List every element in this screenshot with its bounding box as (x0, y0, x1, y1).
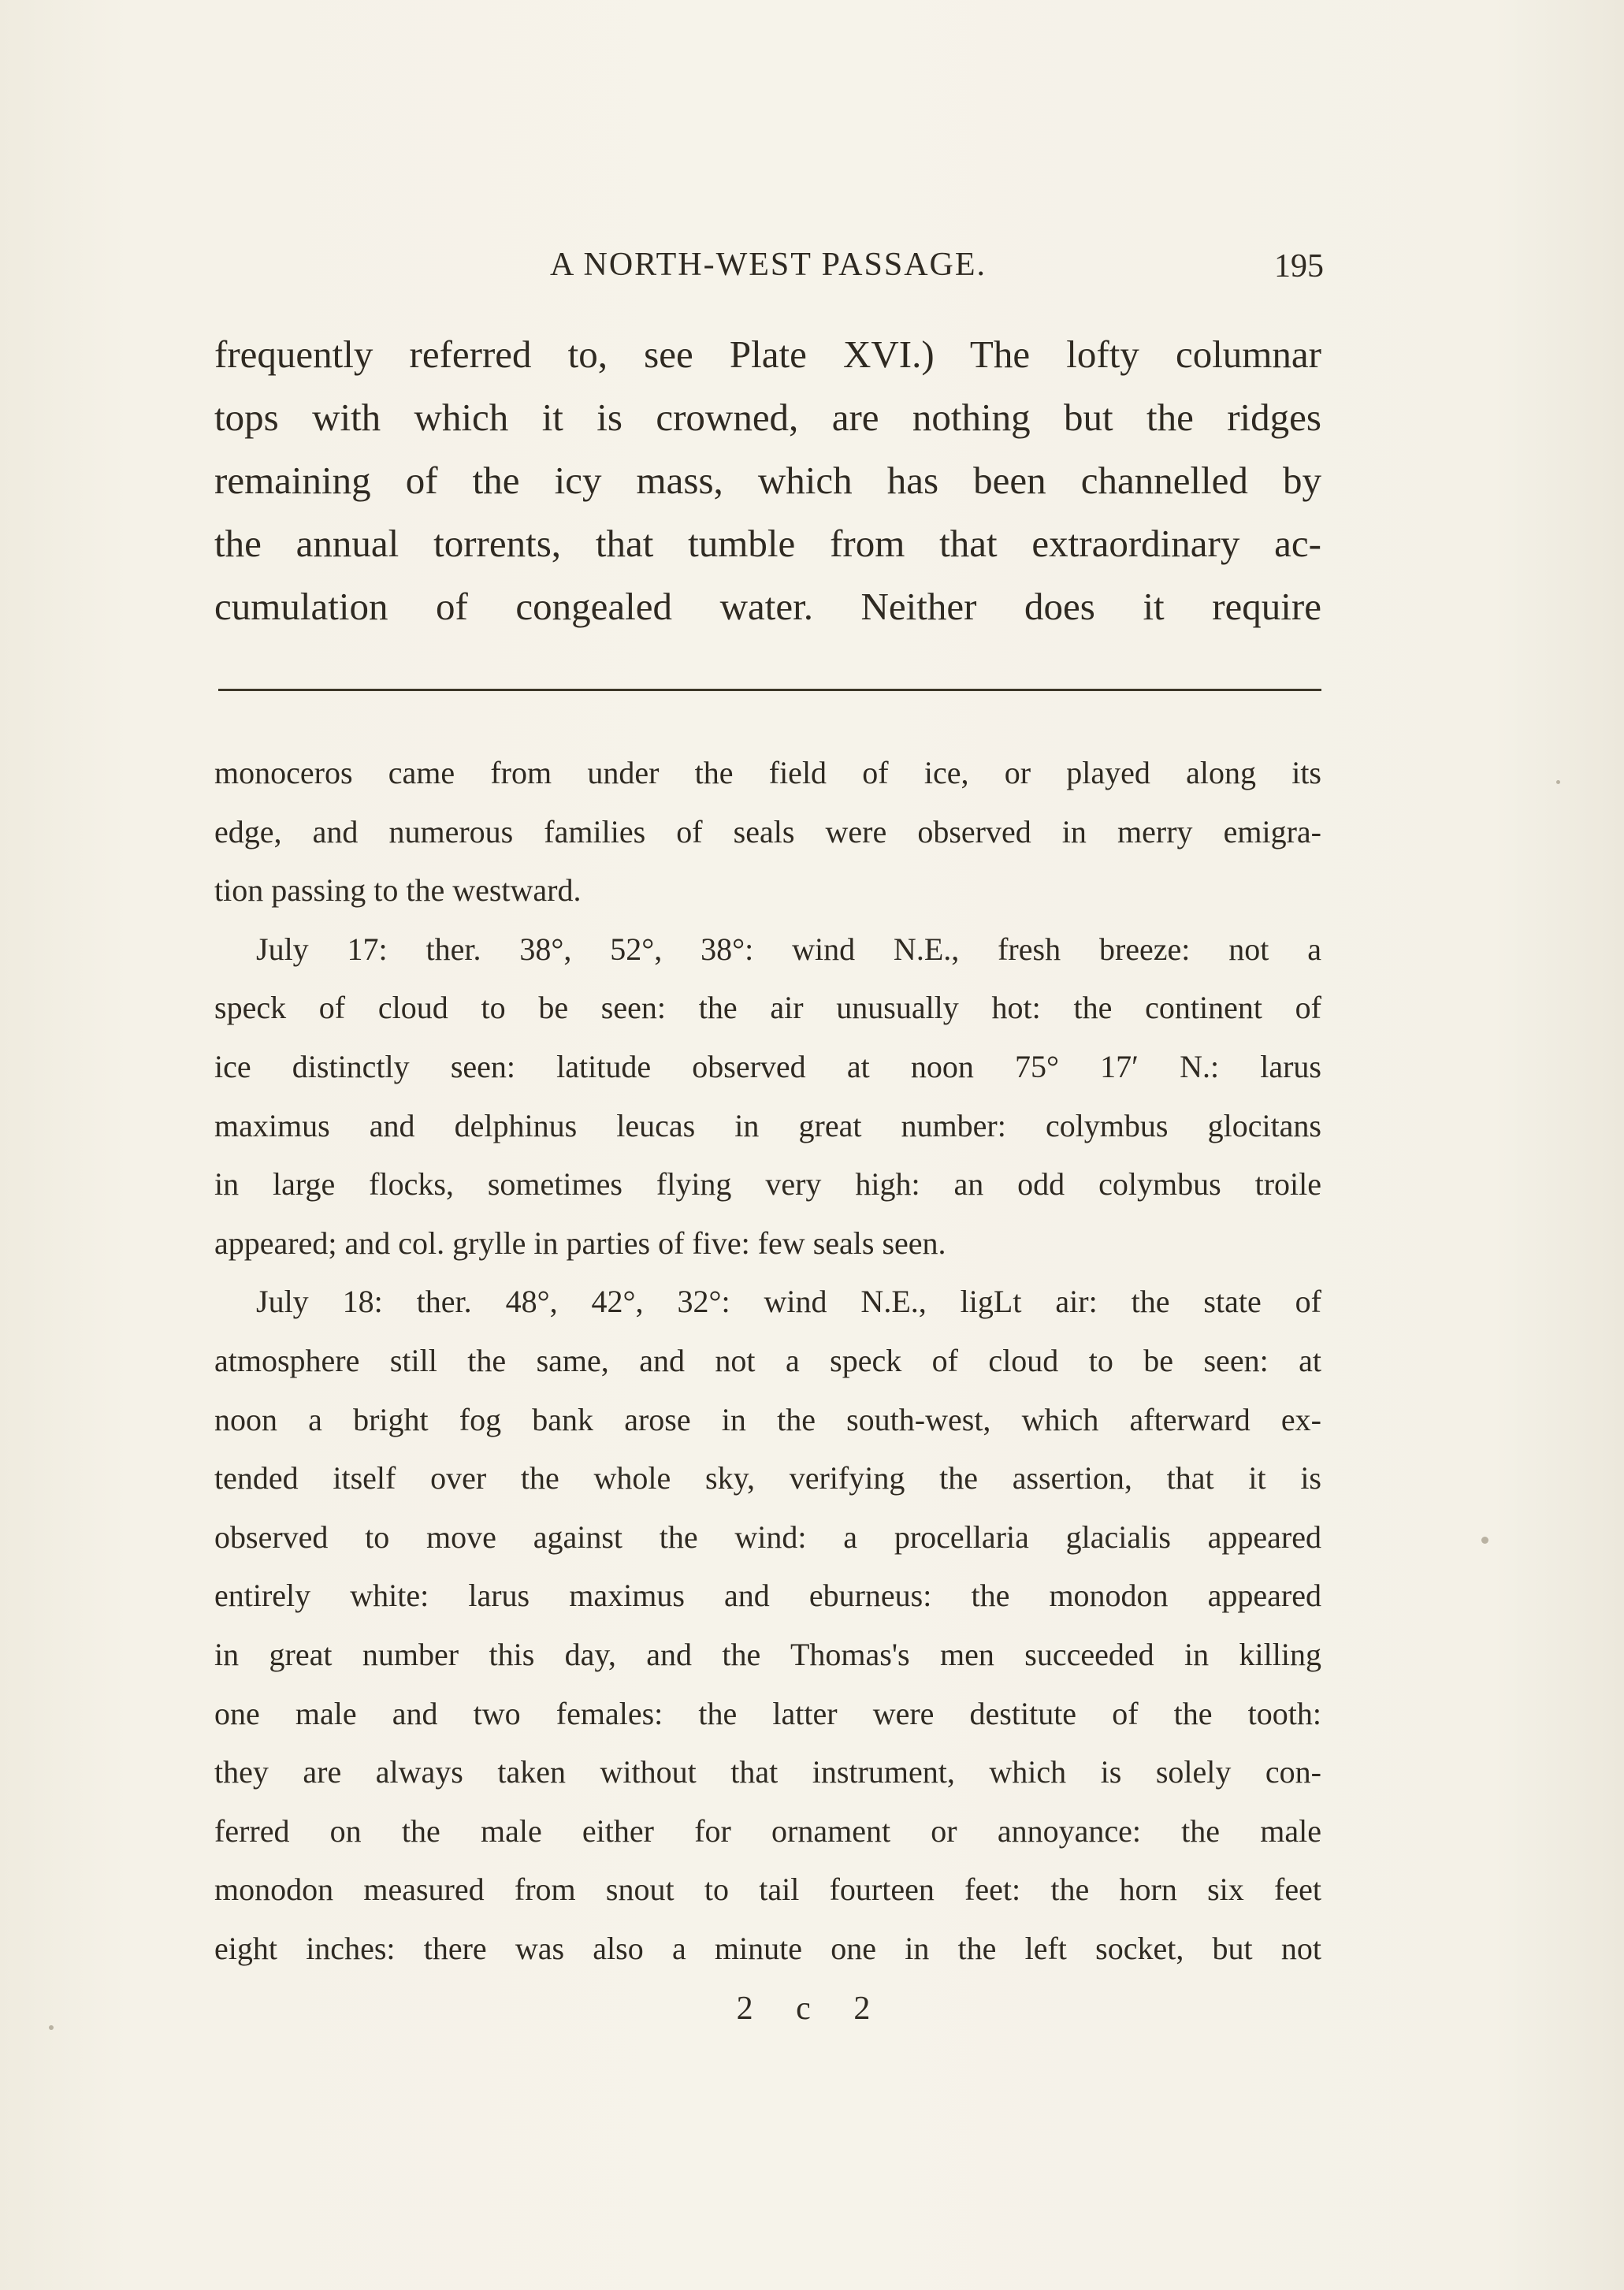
footnote-line: one male and two females: the latter were destitute of the tooth: (214, 1695, 1321, 1731)
footnote-line: ferred on the male either for ornament or annoyance: the male (214, 1812, 1321, 1849)
footnote-line: tion passing to the westward. (214, 872, 582, 909)
footnote-line: monoceros came from under the field of ice, or played along its (214, 755, 1321, 790)
main-text-line: remaining of the icy mass, which has been channelled by (214, 459, 1321, 502)
main-text-line: cumulation of congealed water. Neither does it require (214, 585, 1321, 628)
footnote-line: in great number this day, and the Thomas's men succeeded in killing (214, 1636, 1321, 1672)
paper-speck (49, 2025, 54, 2030)
paper-speck (1481, 1537, 1488, 1544)
footnote-line: tended itself over the whole sky, verifying the assertion, that it is (214, 1460, 1321, 1496)
main-text-line: the annual torrents, that tumble from that extraordinary ac- (214, 522, 1321, 565)
paper-speck (1556, 780, 1560, 784)
footnote-line: appeared; and col. grylle in parties of five: few seals seen. (214, 1225, 946, 1261)
footnote-line: observed to move against the wind: a procellaria glacialis appeared (214, 1519, 1321, 1555)
footnote-line: ice distinctly seen: latitude observed at noon 75° 17′ N.: larus (214, 1048, 1321, 1084)
footnote-line: in large flocks, sometimes flying very high: an odd colymbus troile (214, 1166, 1321, 1203)
running-title: A NORTH-WEST PASSAGE. (549, 247, 987, 283)
footnote-line: maximus and delphinus leucas in great number: colymbus glocitans (214, 1107, 1321, 1143)
footnote-divider (218, 689, 1321, 691)
footnote-line: they are always taken without that instrument, which is solely con- (214, 1754, 1321, 1790)
footnote-line: speck of cloud to be seen: the air unusually hot: the continent of (214, 990, 1321, 1026)
footnote-line: July 17: ther. 38°, 52°, 38°: wind N.E., fresh breeze: not a (256, 931, 1321, 967)
footnote-line: eight inches: there was also a minute one in the left socket, but not (214, 1930, 1321, 1966)
footnote-line: entirely white: larus maximus and eburneus: the monodon appeared (214, 1578, 1321, 1614)
footnote-line: monodon measured from snout to tail fourteen feet: the horn six feet (214, 1872, 1321, 1908)
main-text-line: frequently referred to, see Plate XVI.) The lofty columnar (214, 333, 1321, 376)
main-text-line: tops with which it is crowned, are nothing but the ridges (214, 396, 1321, 439)
footnote-block (214, 744, 1321, 1978)
footnote-line: July 18: ther. 48°, 42°, 32°: wind N.E., ligLt air: the state of (256, 1284, 1321, 1320)
footnote-line: atmosphere still the same, and not a speck of cloud to be seen: at (214, 1342, 1321, 1378)
signature-mark: 2 c 2 (736, 1991, 888, 2027)
footnote-line: noon a bright fog bank arose in the south-west, which afterward ex- (214, 1401, 1321, 1437)
page-header (213, 246, 1324, 293)
footnote-line: edge, and numerous families of seals were observed in merry emigra- (214, 813, 1321, 849)
main-text-block (214, 323, 1321, 638)
page-number: 195 (1274, 248, 1324, 284)
